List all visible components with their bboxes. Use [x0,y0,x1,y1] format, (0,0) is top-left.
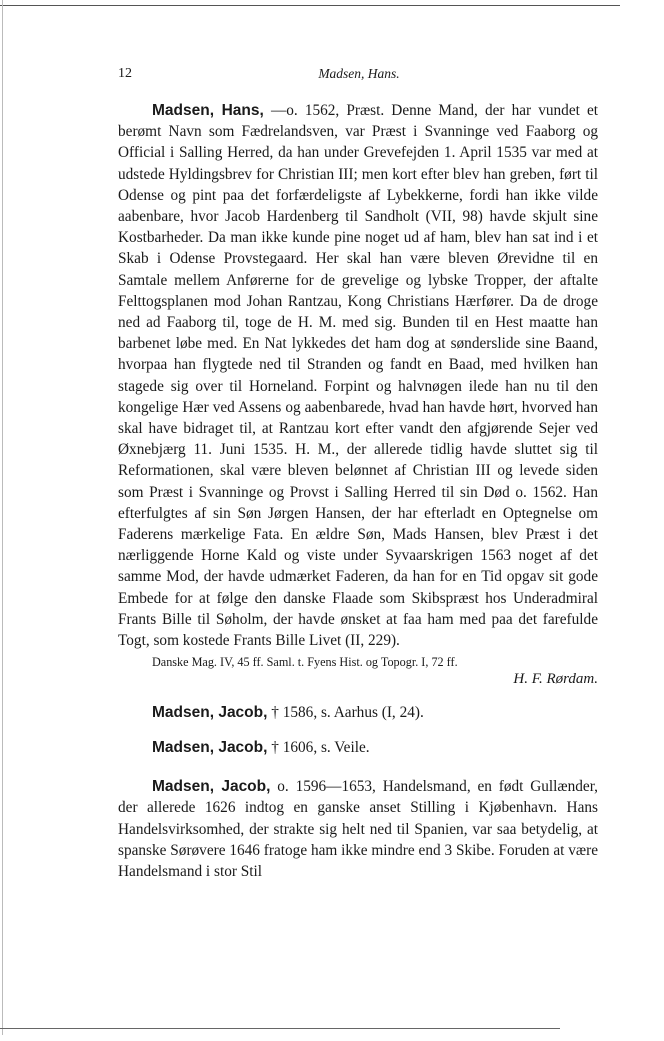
entry-madsen-hans [118,100,598,651]
entry-heading: Madsen, Hans, [152,102,264,119]
running-head [118,66,600,86]
entry-heading: Madsen, Jacob, [152,739,268,757]
left-edge-rule [2,0,3,1035]
spacer [118,723,598,737]
bottom-edge-rule [0,1028,560,1029]
running-title: Madsen, Hans. [318,66,400,81]
entry-heading: Madsen, Jacob, [152,778,271,796]
spacer [118,758,598,776]
entry-heading: Madsen, Jacob, [152,704,268,722]
entry-madsen-jacob-1586 [118,702,598,723]
top-edge-rule [0,5,620,6]
entry-sources: Danske Mag. IV, 45 ff. Saml. t. Fyens Hist. og Topogr. I, 72 ff. [152,655,458,670]
text-block [118,100,598,882]
entry-author: H. F. Rørdam. [513,671,598,688]
entry-body: † 1586, s. Aarhus (I, 24). [267,704,424,722]
entry-madsen-jacob-1606 [118,737,598,758]
spacer [118,688,598,702]
entry-body: † 1606, s. Veile. [267,739,370,757]
entry-body: —o. 1562, Præst. Denne Mand, der har vundet et berømt Navn som Fædrelandsven, var Præst i Svanninge ved Faaborg og Official i Salling Herred, da han under Grevefejden 1. April 1535 var med at udstede Hyldingsbrev for Christian III; men kort efter blev han greben, ført til Odense og pint paa det forfærdeligste af Lybekkerne, fordi han ikke vilde aabenbare, hvor Jacob Hardenberg til Sandholt (VII, 98) havde skjult sine Kostbarheder. Da man ikke kunde pine noget ud af ham, blev han sat ind i et Skab i Odense Provstegaard. Her skal han være bleven Ørevidne til en Samtale mellem Anførerne for de grevelige og lybske Tropper, der aftalte Felttogsplanen mod Johan Rantzau, Kong Christians Hærfører. Da de droge ned ad Faaborg til, toge de H. M. med sig. Bunden til en Hest maatte han barbenet løbe med. En Nat lykkedes det ham dog at sønderslide sine Baand, hvorpaa han flygtede ned til Stranden og fandt en Baad, med hvilken han stagede sig over til Horneland. Forpint og halvnøgen ilede han nu til den kongelige Hær ved Assens og aabenbarede, hvad han havde hørt, hvorved han skal have bidraget til, at Rantzau kort efter vandt den afgjørende Sejer ved Øxnebjærg 11. Juni 1535. H. M., der allerede tidlig havde sluttet sig til Reformationen, skal være bleven belønnet af Christian III og levede siden som Præst i Svanninge og Provst i Salling Herred til sin Død o. 1562. Han efterfulgtes af sin Søn Jørgen Hansen, der har efterladt en Optegnelse om Faderens mærkelige Fata. En ældre Søn, Mads Hansen, blev Præst i det nærliggende Horne Kald og viste under Syvaarskrigen 1563 noget af det samme Mod, der havde udmærket Faderen, da han for en Tid opgav sit gode Embede for at følge den danske Flaade som Skibspræst hos Underadmiral Frants Bille til Søholm, der havde ønsket at faa ham med paa det farefulde Togt, som kostede Frants Bille Livet (II, 229). [118,102,599,650]
entry-body: o. 1596—1653, Handelsmand, en født Gullænder, der allerede 1626 indtog en ganske anset Stilling i Kjøbenhavn. Hans Handelsvirksomhed, der strakte sig helt ned til Spanien, var saa betydelig, at spanske Sørøvere 1646 fratoge ham ikke mindre end 3 Skibe. Foruden at være Handelsmand i stor Stil [118,778,598,881]
page-number: 12 [118,66,132,81]
entry-madsen-jacob-handelsmand [118,776,598,882]
